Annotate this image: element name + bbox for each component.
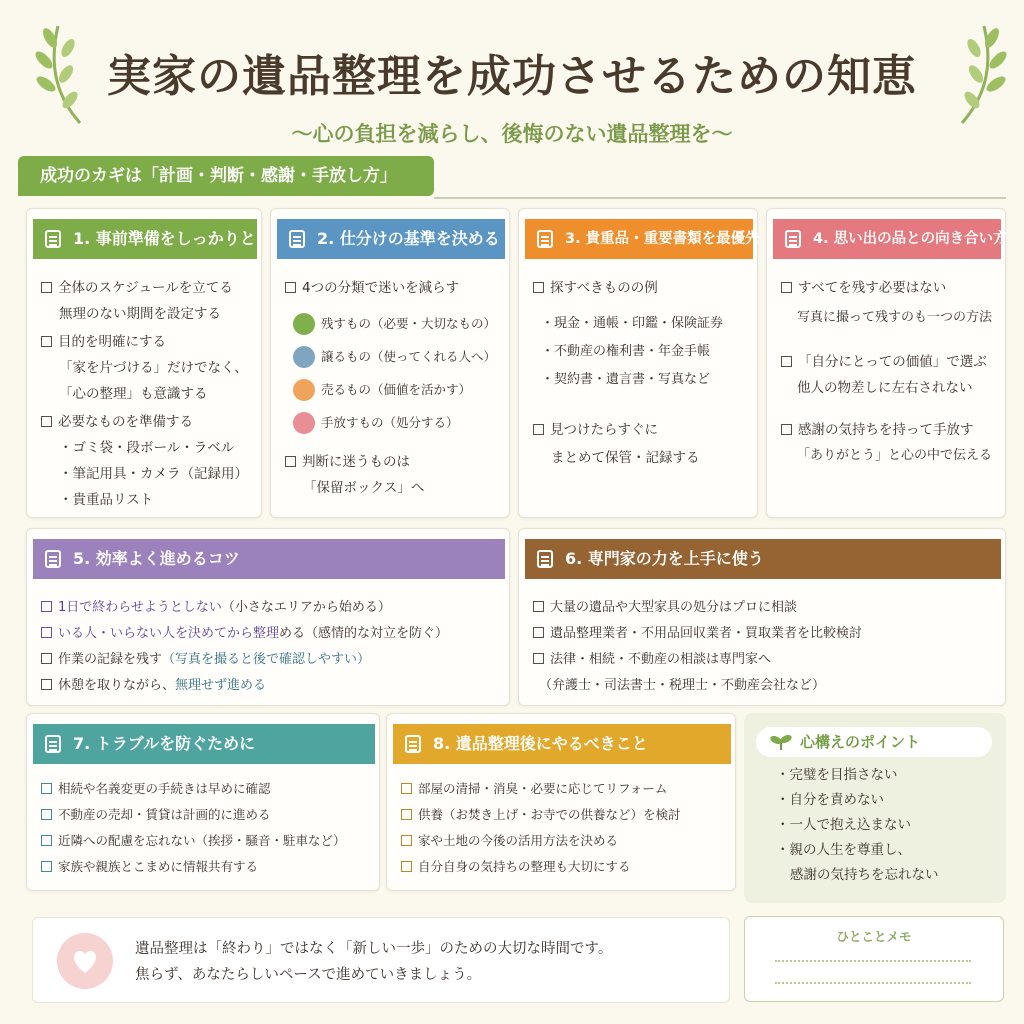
checkbox-icon (781, 424, 792, 435)
card-preparation (26, 208, 262, 518)
list-item: ・親の人生を尊重し、 (776, 842, 911, 858)
checkbox-icon (401, 809, 412, 820)
page-subtitle: 〜心の負担を減らし、後悔のない遺品整理を〜 (291, 122, 733, 146)
list-item: 残すもの（必要・大切なもの） (321, 316, 497, 331)
list-item: 「保留ボックス」へ (303, 480, 425, 496)
list-item: 休憩を取りながら、無理せず進める (41, 677, 266, 695)
checkbox-icon (401, 783, 412, 794)
closing-line-1: 遺品整理は「終わり」ではなく「新しい一歩」のための大切な時間です。 (135, 941, 613, 957)
list-item: 判断に迷うものは (285, 453, 410, 471)
checkbox-icon (41, 809, 52, 820)
card-header (393, 724, 731, 764)
list-item: 目的を明確にする (41, 333, 166, 351)
list-item: 供養（お焚き上げ・お寺での供養など）を検討 (401, 806, 681, 824)
list-item: 大量の遺品や大型家具の処分はプロに相談 (533, 599, 797, 617)
checkbox-icon (41, 653, 52, 664)
mindset-header (756, 727, 992, 757)
give-dot-icon (293, 346, 315, 368)
list-item: 「心の整理」も意識する (59, 386, 208, 402)
checkbox-icon (41, 336, 52, 347)
mindset-title: 心構えのポイント (800, 733, 921, 751)
list-item: 部屋の清掃・消臭・必要に応じてリフォーム (401, 780, 667, 798)
list-item: ・ゴミ袋・段ボール・ラベル (59, 440, 235, 456)
card-header (33, 724, 375, 764)
checkbox-icon (533, 424, 544, 435)
clipboard-icon (45, 230, 61, 248)
checkbox-icon (41, 783, 52, 794)
sprout-icon (770, 733, 792, 751)
list-item: 写真に撮って残すのも一つの方法 (797, 310, 993, 325)
list-item: 1日で終わらせようとしない（小さなエリアから始める） (41, 599, 391, 617)
list-item: まとめて保管・記録する (551, 450, 700, 466)
list-item: ・現金・通帳・印鑑・保険証券 (541, 316, 724, 331)
list-item: 売るもの（価値を活かす） (321, 382, 472, 397)
list-item: 感謝の気持ちを忘れない (790, 867, 939, 883)
list-item: 家や土地の今後の活用方法を決める (401, 832, 618, 850)
memo-title: ひとことメモ (836, 929, 912, 944)
list-item: 相続や名義変更の手続きは早めに確認 (41, 780, 271, 798)
card-title: 6. 専門家の力を上手に使う (565, 549, 764, 568)
list-item: 法律・相続・不動産の相談は専門家へ (533, 651, 771, 669)
checkbox-icon (41, 282, 52, 293)
card-title: 2. 仕分けの基準を決める (317, 229, 500, 248)
heart-icon (57, 933, 113, 989)
list-item: 4つの分類で迷いを減らす (285, 279, 459, 297)
list-item: 近隣への配慮を忘れない（挨拶・騒音・駐車など） (41, 832, 346, 850)
checkbox-icon (285, 282, 296, 293)
list-item: 他人の物差しに左右されない (797, 380, 973, 396)
sell-dot-icon (293, 379, 315, 401)
card-title: 1. 事前準備をしっかりと (73, 229, 256, 248)
checkbox-icon (41, 835, 52, 846)
card-header (33, 539, 505, 579)
memo-line (775, 982, 971, 984)
list-item: 「ありがとう」と心の中で伝える (797, 448, 993, 463)
list-item: 「家を片づける」だけでなく、 (59, 360, 248, 376)
clipboard-icon (537, 550, 553, 568)
clipboard-icon (45, 735, 61, 753)
checkbox-icon (781, 356, 792, 367)
list-item: ・貴重品リスト (59, 492, 154, 508)
card-title: 5. 効率よく進めるコツ (73, 549, 240, 568)
card-header (525, 539, 1001, 579)
card-valuables (518, 208, 758, 518)
memo-box (744, 916, 1004, 1002)
checkbox-icon (41, 679, 52, 690)
list-item: 遺品整理業者・不用品回収業者・買取業者を比較検討 (533, 625, 862, 643)
clipboard-icon (45, 550, 61, 568)
list-item: 譲るもの（使ってくれる人へ） (321, 349, 497, 364)
list-item: ・筆記用具・カメラ（記録用） (59, 466, 248, 482)
list-item: ・契約書・遺言書・写真など (541, 372, 711, 387)
section-banner: 成功のカギは「計画・判断・感謝・手放し方」 (18, 156, 434, 196)
checkbox-icon (533, 653, 544, 664)
list-item: ・不動産の権利書・年金手帳 (541, 344, 711, 359)
card-header (773, 219, 1008, 259)
checkbox-icon (41, 416, 52, 427)
list-item: 探すべきものの例 (533, 279, 658, 297)
clipboard-icon (537, 230, 553, 248)
list-item: 全体のスケジュールを立てる (41, 279, 233, 297)
checkbox-icon (41, 601, 52, 612)
clipboard-icon (405, 735, 421, 753)
list-item: 手放すもの（処分する） (321, 415, 459, 430)
list-item: ・自分を責めない (776, 792, 884, 808)
checkbox-icon (41, 861, 52, 872)
card-title: 4. 思い出の品との向き合い方 (813, 231, 1008, 247)
list-item: 無理のない期間を設定する (59, 306, 221, 322)
list-item: 感謝の気持ちを持って手放す (781, 421, 974, 439)
card-title: 7. トラブルを防ぐために (73, 734, 256, 753)
list-item: 家族や親族とこまめに情報共有する (41, 858, 258, 876)
card-title: 3. 貴重品・重要書類を最優先 (565, 231, 760, 247)
clipboard-icon (289, 230, 305, 248)
checkbox-icon (41, 627, 52, 638)
list-item: 「自分にとっての価値」で選ぶ (781, 353, 987, 371)
card-title: 8. 遺品整理後にやるべきこと (433, 734, 648, 753)
divider (434, 197, 1006, 199)
list-item: 自分自身の気持ちの整理も大切にする (401, 858, 631, 876)
page-title: 実家の遺品整理を成功させるための知恵 (107, 51, 917, 102)
card-efficiency (26, 528, 510, 706)
list-item: 見つけたらすぐに (533, 421, 658, 439)
list-item: すべてを残す必要はない (781, 279, 946, 297)
checkbox-icon (781, 282, 792, 293)
card-memories (766, 208, 1006, 518)
card-header (33, 219, 257, 259)
discard-dot-icon (293, 412, 315, 434)
list-item: ・一人で抱え込まない (776, 817, 911, 833)
checkbox-icon (285, 456, 296, 467)
card-after (386, 713, 736, 891)
list-item: いる人・いらない人を決めてから整理める（感情的な対立を防ぐ） (41, 625, 448, 643)
list-item: （弁護士・司法書士・税理士・不動産会社など） (539, 678, 826, 693)
closing-message (32, 917, 730, 1003)
card-header (525, 219, 760, 259)
list-item: 不動産の売却・賃貸は計画的に進める (41, 806, 271, 824)
clipboard-icon (785, 230, 801, 248)
card-sorting (270, 208, 510, 518)
memo-line (775, 960, 971, 962)
card-trouble (26, 713, 380, 891)
list-item: ・完璧を目指さない (776, 767, 898, 783)
checkbox-icon (401, 861, 412, 872)
checkbox-icon (533, 601, 544, 612)
card-header (277, 219, 505, 259)
card-experts (518, 528, 1006, 706)
list-item: 作業の記録を残す（写真を撮ると後で確認しやすい） (41, 651, 370, 669)
list-item: 必要なものを準備する (41, 413, 193, 431)
keep-dot-icon (293, 313, 315, 335)
checkbox-icon (401, 835, 412, 846)
checkbox-icon (533, 282, 544, 293)
checkbox-icon (533, 627, 544, 638)
closing-line-2: 焦らず、あなたらしいペースで進めていきましょう。 (135, 967, 482, 983)
mindset-box (744, 713, 1006, 903)
